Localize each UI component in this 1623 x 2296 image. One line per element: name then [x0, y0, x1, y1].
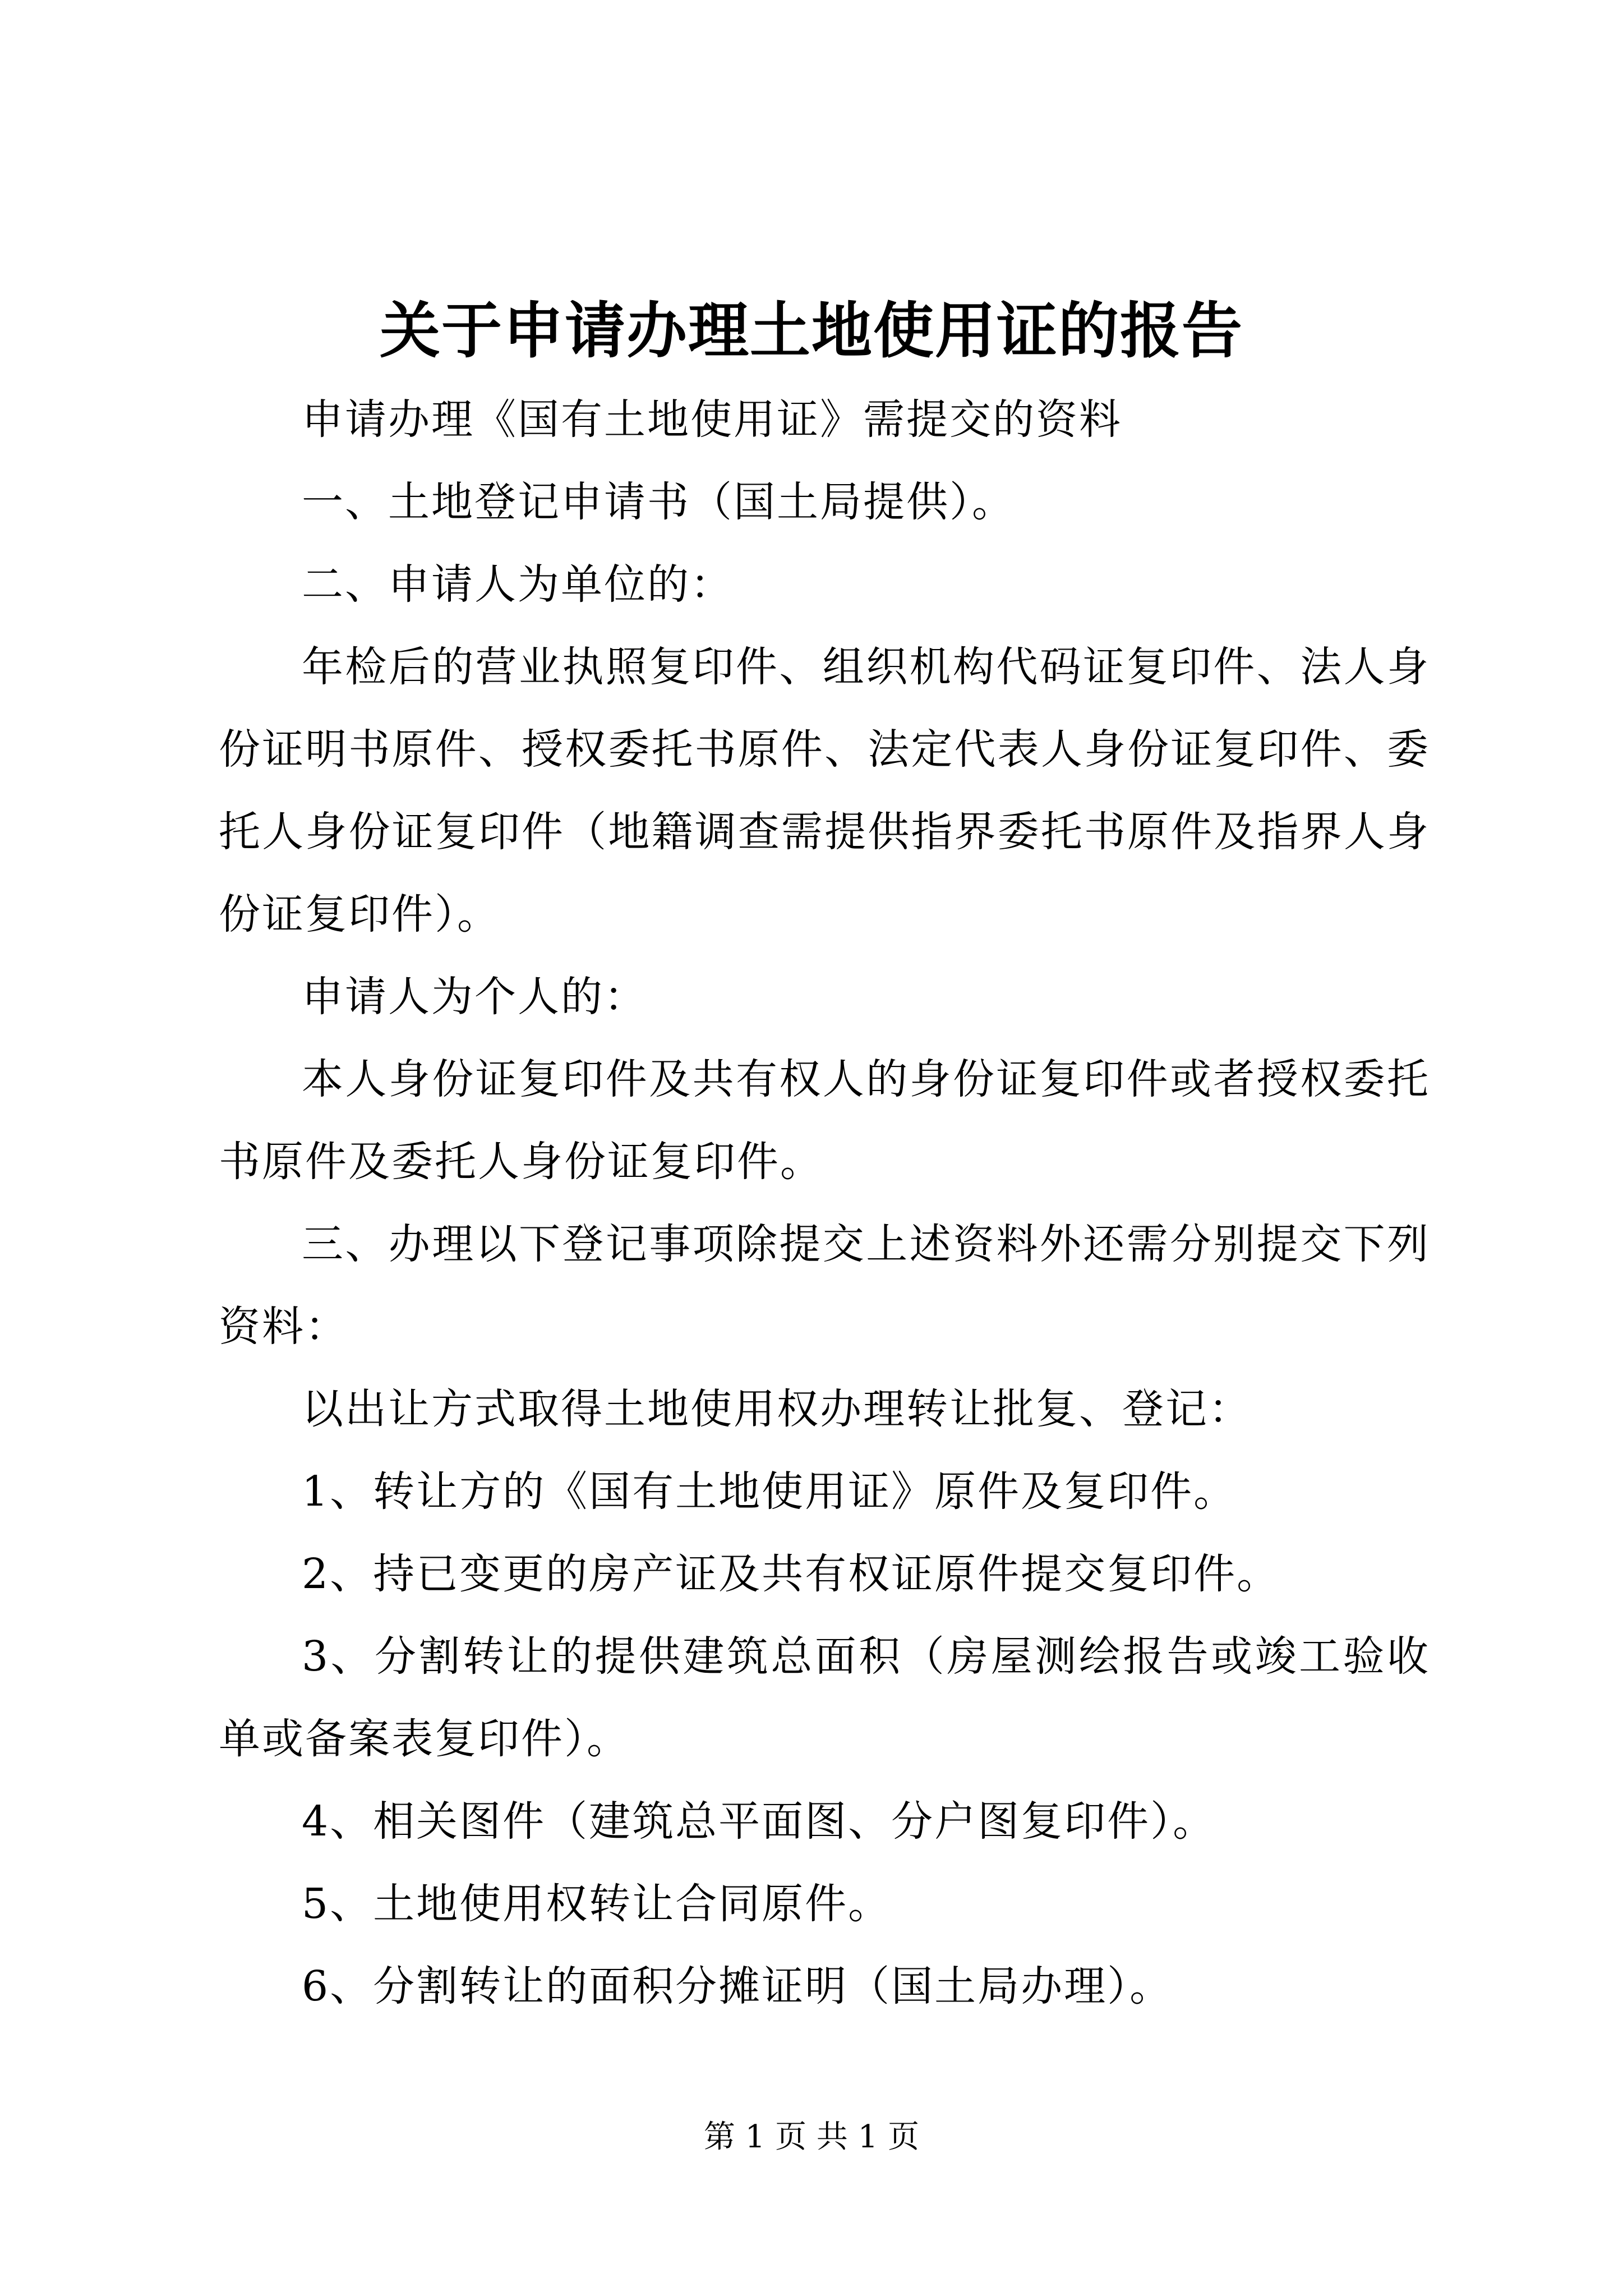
list-item-3: 3、分割转让的提供建筑总面积（房屋测绘报告或竣工验收单或备案表复印件）。: [219, 1632, 1430, 1763]
page-footer: 第 1 页 共 1 页: [703, 2119, 920, 2155]
document-title: 关于申请办理土地使用证的报告: [379, 296, 1243, 366]
list-item-2: 2、持已变更的房产证及共有权证原件提交复印件。: [302, 1550, 1280, 1598]
list-item-4: 4、相关图件（建筑总平面图、分户图复印件）。: [302, 1797, 1216, 1846]
paragraph-item-3: 三、办理以下登记事项除提交上述资料外还需分别提交下列资料：: [219, 1220, 1430, 1351]
document-body: [219, 379, 1430, 2028]
paragraph-item-2: 二、申请人为单位的：: [302, 560, 734, 609]
paragraph-intro: 申请办理《国有土地使用证》需提交的资料: [302, 395, 1122, 444]
paragraph-unit-materials: 年检后的营业执照复印件、组织机构代码证复印件、法人身份证明书原件、授权委托书原件、法定代表人身份证复印件、委托人身份证复印件（地籍调查需提供指界委托书原件及指界人身份证复印件）。: [219, 643, 1430, 938]
list-item-5: 5、土地使用权转让合同原件。: [302, 1880, 892, 1928]
paragraph-individual-heading: 申请人为个人的：: [302, 973, 647, 1021]
list-item-6: 6、分割转让的面积分摊证明（国土局办理）。: [302, 1962, 1173, 2010]
list-item-1: 1、转让方的《国有土地使用证》原件及复印件。: [302, 1467, 1237, 1516]
paragraph-individual-materials: 本人身份证复印件及共有权人的身份证复印件或者授权委托书原件及委托人身份证复印件。: [219, 1055, 1430, 1186]
paragraph-item-1: 一、土地登记申请书（国土局提供）。: [302, 478, 1015, 526]
paragraph-transfer-heading: 以出让方式取得土地使用权办理转让批复、登记：: [302, 1385, 1252, 1433]
